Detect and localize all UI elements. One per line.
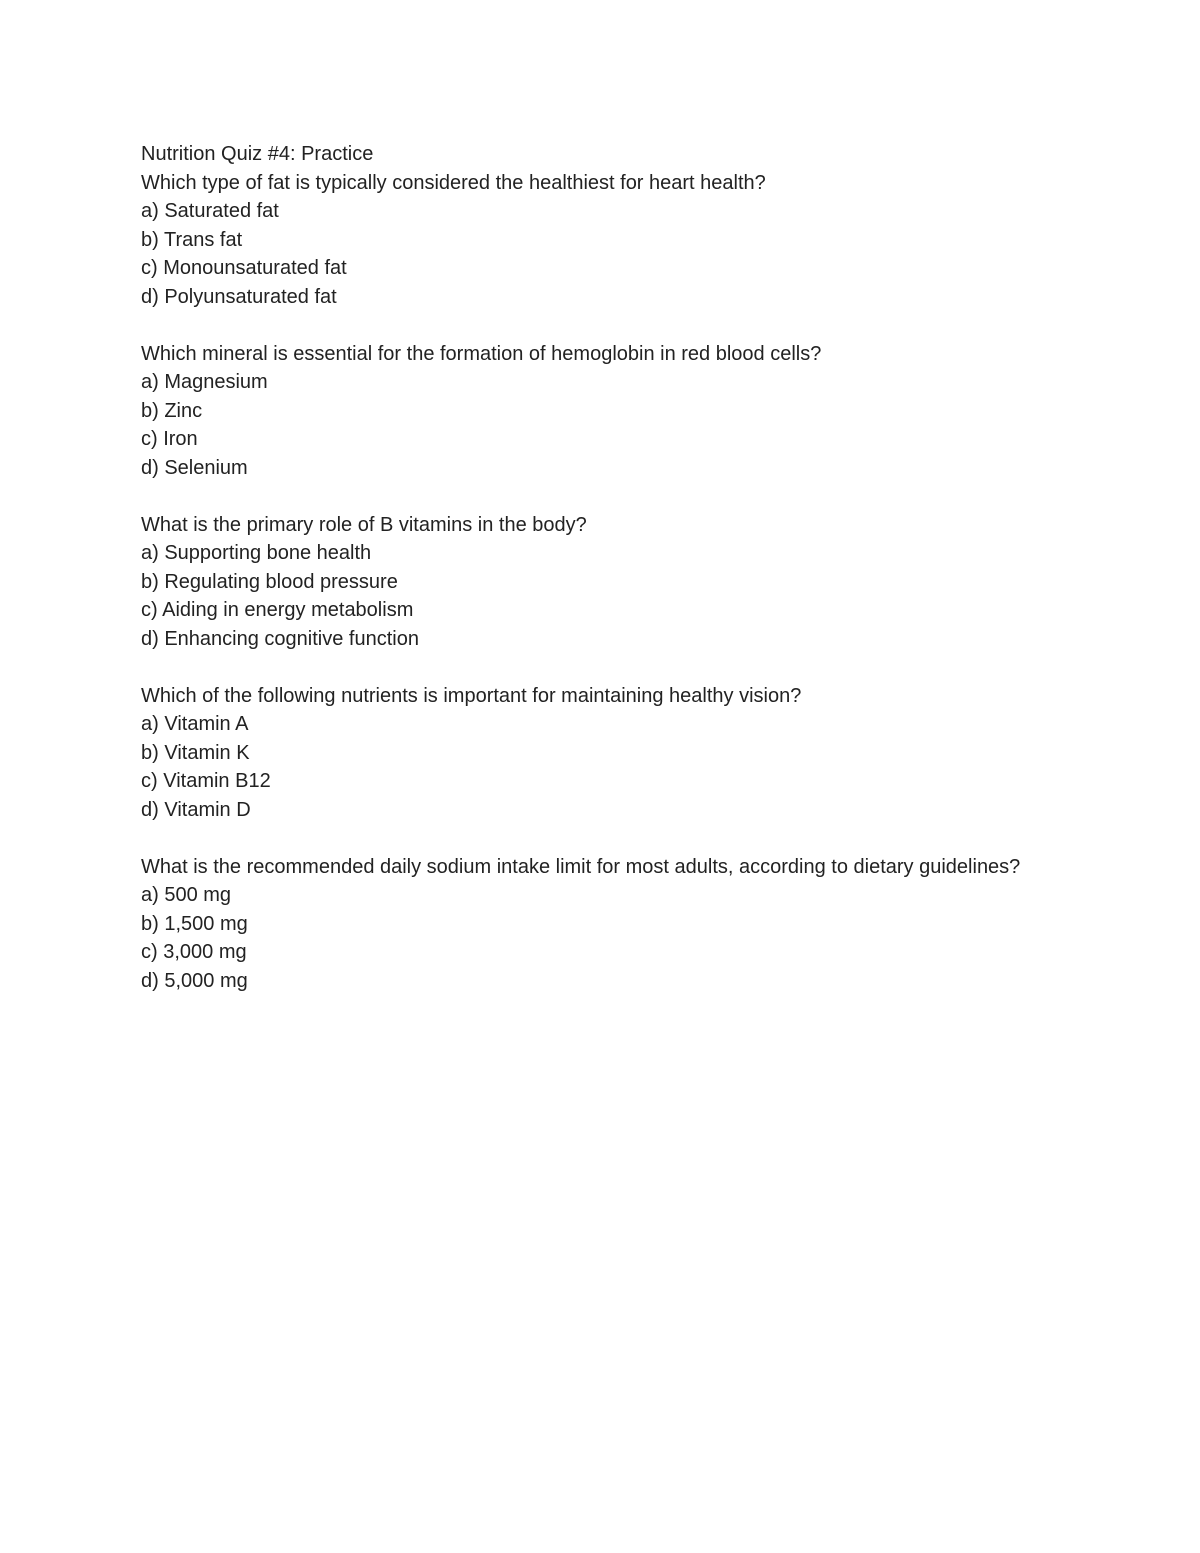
answer-option: b) Vitamin K [141, 741, 250, 764]
answer-option: d) Polyunsaturated fat [141, 285, 337, 308]
question-block-1 [141, 169, 1021, 312]
answer-option: c) Monounsaturated fat [141, 257, 347, 279]
answer-option: d) Selenium [141, 456, 248, 479]
question-block-3 [141, 511, 1021, 654]
question-block-4 [141, 682, 1021, 825]
answer-option: d) Vitamin D [141, 798, 251, 821]
quiz-title: Nutrition Quiz #4: Practice [141, 143, 374, 165]
question-block-5 [141, 853, 1021, 996]
question-text: What is the recommended daily sodium intake limit for most adults, according to dietary guidelines? [141, 855, 1021, 878]
answer-option: a) Vitamin A [141, 713, 249, 735]
answer-option: a) 500 mg [141, 884, 232, 906]
document-content [141, 140, 1021, 1024]
answer-option: c) Vitamin B12 [141, 770, 271, 792]
answer-option: b) Zinc [141, 399, 203, 422]
question-text: Which mineral is essential for the formation of hemoglobin in red blood cells? [141, 342, 822, 365]
answer-option: a) Magnesium [141, 371, 268, 393]
answer-option: b) Regulating blood pressure [141, 570, 398, 593]
answer-option: c) 3,000 mg [141, 941, 247, 963]
answer-option: a) Supporting bone health [141, 542, 372, 564]
answer-option: a) Saturated fat [141, 200, 279, 222]
question-block-2 [141, 340, 1021, 483]
question-text: Which of the following nutrients is important for maintaining healthy vision? [141, 684, 802, 707]
answer-option: d) Enhancing cognitive function [141, 627, 419, 650]
answer-option: b) 1,500 mg [141, 912, 248, 935]
question-text: What is the primary role of B vitamins in the body? [141, 513, 587, 536]
answer-option: c) Aiding in energy metabolism [141, 599, 414, 621]
question-text: Which type of fat is typically considered the healthiest for heart health? [141, 171, 766, 194]
answer-option: b) Trans fat [141, 228, 243, 251]
answer-option: c) Iron [141, 428, 198, 450]
answer-option: d) 5,000 mg [141, 969, 248, 992]
